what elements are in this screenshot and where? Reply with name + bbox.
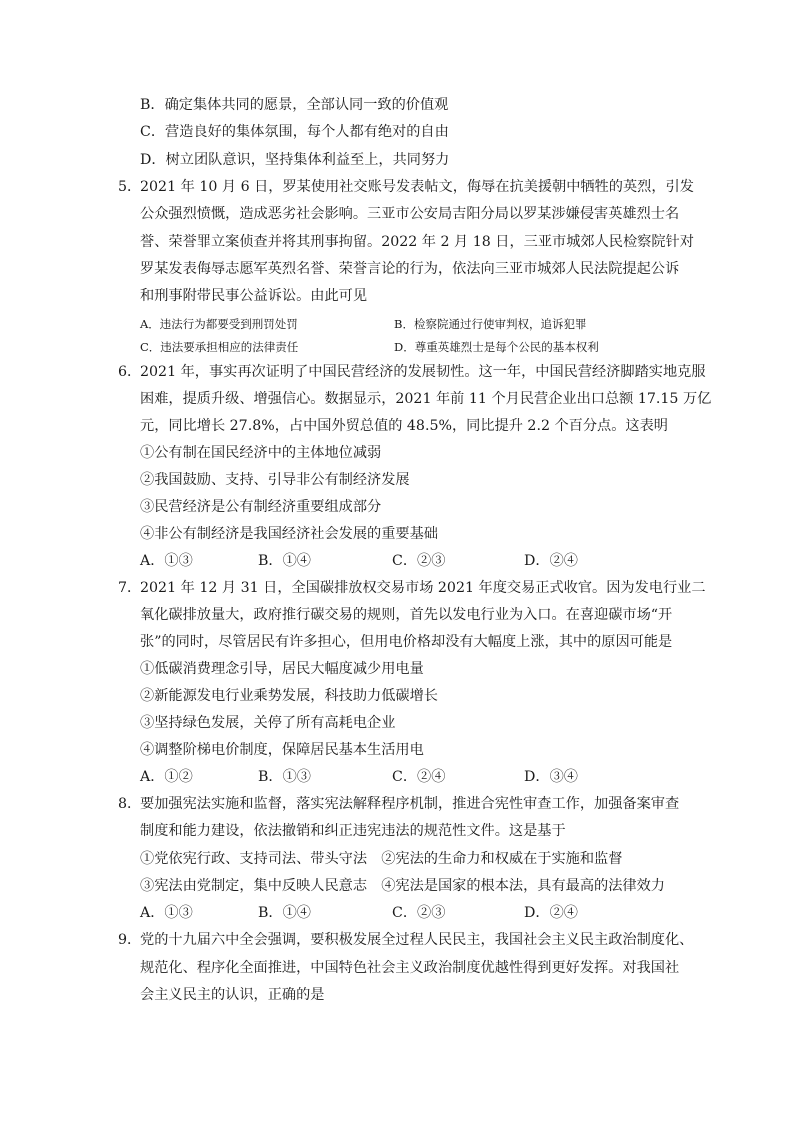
q7-statement-2: ②新能源发电行业乘势发展，科技助力低碳增长 [140, 688, 438, 704]
q7-stem-line-2: 氧化碳排放量大，政府推行碳交易的规则，首先以发电行业为入口。在喜迎碳市场“开 [140, 607, 673, 623]
q6-statement-2: ②我国鼓励、支持、引导非公有制经济发展 [140, 472, 410, 488]
q8-statements-row-2: ③宪法由党制定，集中反映人民意志 ④宪法是国家的根本法，具有最高的法律效力 [140, 878, 665, 894]
q6-number: 6． [118, 364, 142, 380]
q7-stem-line-1: 7．2021 年 12 月 31 日，全国碳排放权交易市场 2021 年度交易正式收官。因为发电行业二 [118, 580, 706, 596]
q8-stem-line-2: 制度和能力建设，依法撤销和纠正违宪违法的规范性文件。这是基于 [140, 823, 566, 839]
q6-choice-c: C．②③ [392, 553, 446, 569]
q7-choice-b: B．①③ [258, 769, 311, 785]
q4-option-c: C．营造良好的集体氛围，每个人都有绝对的自由 [140, 124, 449, 140]
q7-stem-line-3: 张”的同时，尽管居民有许多担心，但用电价格却没有大幅度上涨，其中的原因可能是 [140, 634, 673, 650]
q6-choice-d: D．②④ [524, 553, 578, 569]
q9-number: 9． [118, 932, 142, 948]
q5-stem-line-4: 罗某发表侮辱志愿军英烈名誉、荣誉言论的行为，依法向三亚市城郊人民法院提起公诉 [140, 261, 680, 277]
q7-choice-a: A．①② [140, 769, 193, 785]
q6-statement-1: ①公有制在国民经济中的主体地位减弱 [140, 445, 382, 461]
q6-statement-3: ③民营经济是公有制经济重要组成部分 [140, 499, 382, 515]
q8-choice-c: C．②③ [392, 905, 446, 921]
q7-number: 7． [118, 580, 142, 596]
q6-choice-a: A．①③ [140, 553, 193, 569]
q5-option-d: D．尊重英雄烈士是每个公民的基本权利 [394, 340, 599, 354]
q4-option-d: D．树立团队意识，坚持集体利益至上，共同努力 [140, 152, 450, 168]
q9-stem-line-3: 会主义民主的认识，正确的是 [140, 987, 325, 1003]
q8-choice-b: B．①④ [258, 905, 311, 921]
q6-choice-b: B．①④ [258, 553, 311, 569]
q5-number: 5． [118, 179, 142, 195]
q6-stem-line-3: 元，同比增长 27.8%，占中国外贸总值的 48.5%，同比提升 2.2 个百分点。这表明 [140, 418, 668, 434]
q5-stem-line-1: 5．2021 年 10 月 6 日，罗某使用社交账号发表帖文，侮辱在抗美援朝中牺牲的英烈，引发 [118, 179, 694, 195]
q9-stem-line-1: 9．党的十九届六中全会强调，要积极发展全过程人民民主，我国社会主义民主政治制度化、 [118, 932, 694, 948]
q6-stem-line-2: 困难，提质升级、增强信心。数据显示，2021 年前 11 个月民营企业出口总额 17.15 万亿 [140, 391, 712, 407]
q8-choice-d: D．②④ [524, 905, 578, 921]
q7-statement-1: ①低碳消费理念引导，居民大幅度减少用电量 [140, 661, 424, 677]
q5-stem-line-5: 和刑事附带民事公益诉讼。由此可见 [140, 288, 368, 304]
q8-statements-row-1: ①党依宪行政、支持司法、带头守法 ②宪法的生命力和权威在于实施和监督 [140, 851, 623, 867]
q8-number: 8． [118, 796, 142, 812]
q5-stem-line-2: 公众强烈愤慨，造成恶劣社会影响。三亚市公安局吉阳分局以罗某涉嫌侵害英雄烈士名 [140, 206, 680, 222]
q7-choice-d: D．③④ [524, 769, 578, 785]
q9-stem-line-2: 规范化、程序化全面推进，中国特色社会主义政治制度优越性得到更好发挥。对我国社 [140, 960, 680, 976]
q8-stem-line-1: 8．要加强宪法实施和监督，落实宪法解释程序机制，推进合宪性审查工作，加强备案审查 [118, 796, 680, 812]
q7-statement-4: ④调整阶梯电价制度，保障居民基本生活用电 [140, 742, 424, 758]
q5-stem-line-3: 誉、荣誉罪立案侦查并将其刑事拘留。2022 年 2 月 18 日，三亚市城郊人民检察院针对 [140, 234, 694, 250]
q6-statement-4: ④非公有制经济是我国经济社会发展的重要基础 [140, 526, 438, 542]
q6-stem-line-1: 6．2021 年，事实再次证明了中国民营经济的发展韧性。这一年，中国民营经济脚踏实地克服 [118, 364, 706, 380]
q7-choice-c: C．②④ [392, 769, 446, 785]
q4-option-b: B．确定集体共同的愿景，全部认同一致的价值观 [140, 97, 449, 113]
q8-choice-a: A．①③ [140, 905, 193, 921]
q5-option-c: C．违法要承担相应的法律责任 [140, 340, 299, 354]
q5-option-b: B．检察院通过行使审判权，追诉犯罪 [394, 317, 587, 331]
q5-option-a: A．违法行为都要受到刑罚处罚 [140, 317, 298, 331]
q7-statement-3: ③坚持绿色发展，关停了所有高耗电企业 [140, 715, 396, 731]
